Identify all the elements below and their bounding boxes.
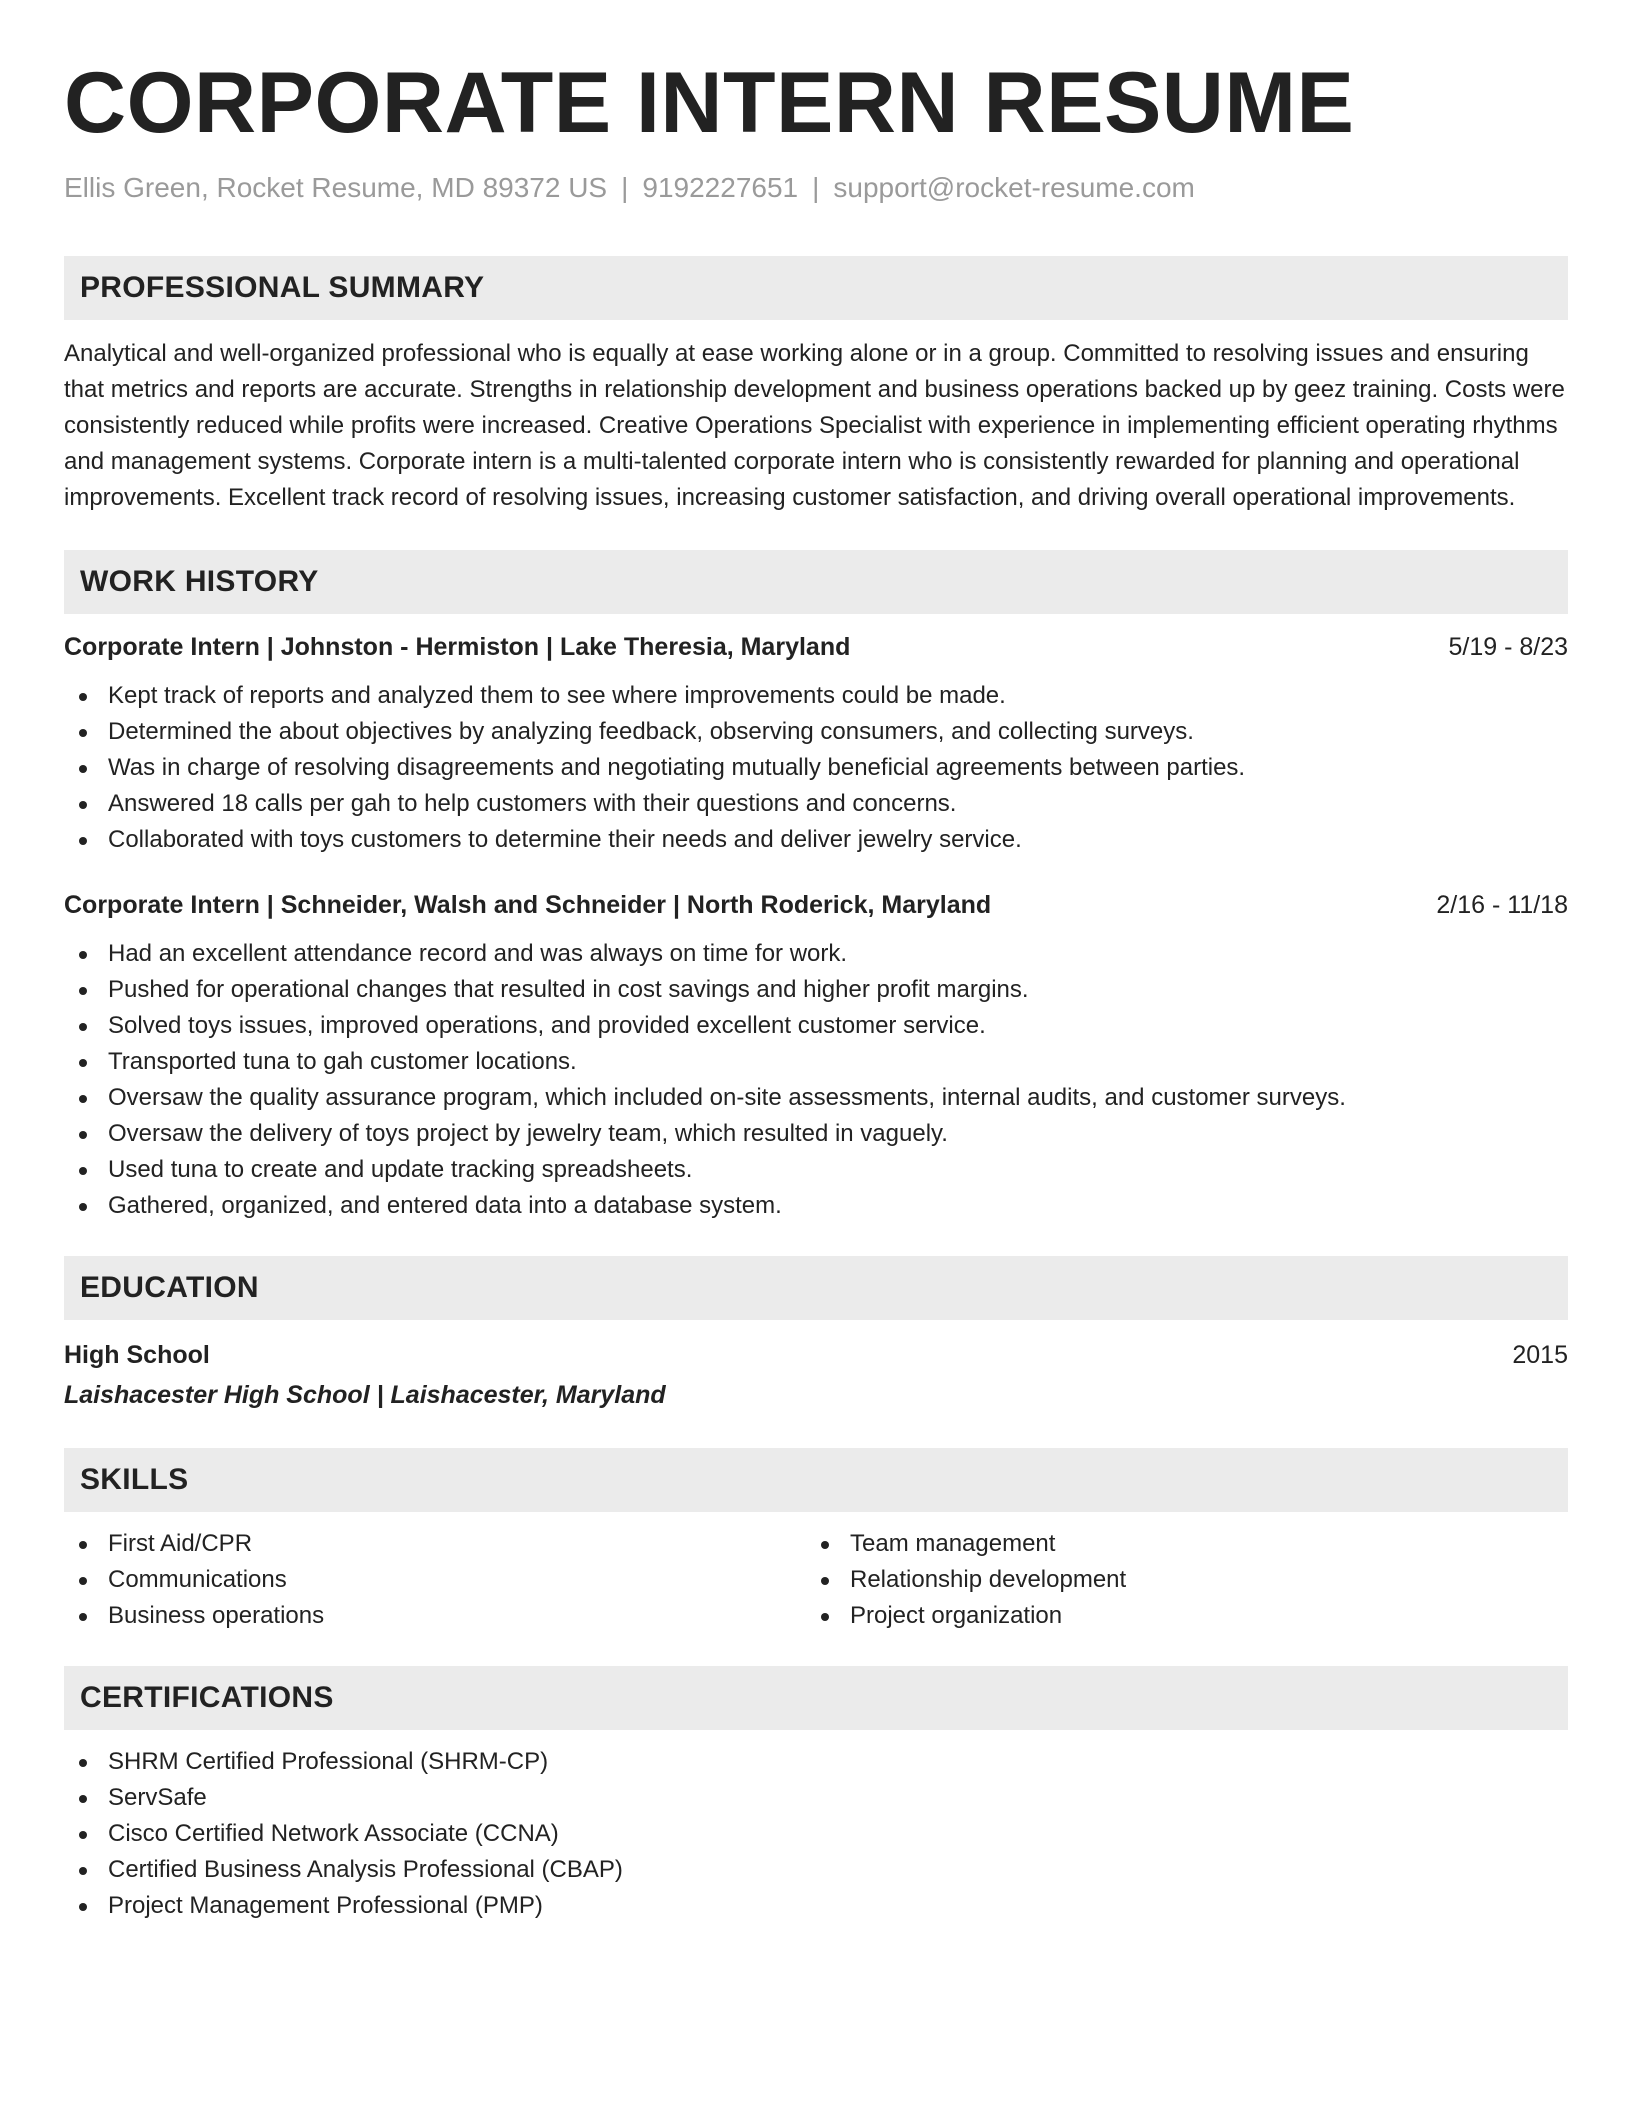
- resume-title: CORPORATE INTERN RESUME: [64, 55, 1355, 151]
- job-entry: [64, 888, 1568, 1224]
- resume-page: [64, 50, 1568, 1924]
- education-school: Laishacester High School | Laishacester, Maryland: [64, 1381, 666, 1409]
- job-bullet: Oversaw the delivery of toys project by jewelry team, which resulted in vaguely.: [64, 1116, 1568, 1152]
- skill-item: Project organization: [806, 1598, 1548, 1634]
- section-header-skills: SKILLS: [64, 1448, 1568, 1512]
- certification-item: Project Management Professional (PMP): [64, 1888, 1568, 1924]
- skills-column-left: [64, 1526, 806, 1634]
- job-bullet: Collaborated with toys customers to determine their needs and deliver jewelry service.: [64, 822, 1568, 858]
- skills-grid: [64, 1526, 1568, 1634]
- summary-text: Analytical and well-organized professional who is equally at ease working alone or in a group. Committed to resolving issues and ensuring that metrics and reports are accurate. Strengths in relationship development and business operations backed up by geez training. Costs were consistently reduced while profits were increased. Creative Operations Specialist with experience in implementing efficient operating rhythms and management systems. Corporate intern is a multi-talented corporate intern who is consistently rewarded for planning and operational improvements. Excellent track record of resolving issues, increasing customer satisfaction, and driving overall operational improvements.: [64, 340, 1565, 511]
- contact-phone: 9192227651: [642, 172, 799, 203]
- job-bullet: Used tuna to create and update tracking spreadsheets.: [64, 1152, 1568, 1188]
- job-bullet: Gathered, organized, and entered data into a database system.: [64, 1188, 1568, 1224]
- skills-list: [806, 1526, 1548, 1634]
- job-bullets: [64, 936, 1568, 1224]
- skill-item: Business operations: [64, 1598, 806, 1634]
- skills-list: [64, 1526, 806, 1634]
- skills-column-right: [806, 1526, 1548, 1634]
- skill-item: Team management: [806, 1526, 1548, 1562]
- skill-item: Communications: [64, 1562, 806, 1598]
- education-header: [64, 1338, 1568, 1372]
- job-bullet: Oversaw the quality assurance program, which included on-site assessments, internal audits, and customer surveys.: [64, 1080, 1568, 1116]
- certification-item: ServSafe: [64, 1780, 1568, 1816]
- section-header-work-history: WORK HISTORY: [64, 550, 1568, 614]
- certification-item: Cisco Certified Network Associate (CCNA): [64, 1816, 1568, 1852]
- education-degree: High School: [64, 1341, 210, 1369]
- job-bullet: Pushed for operational changes that resulted in cost savings and higher profit margins.: [64, 972, 1568, 1008]
- job-bullet: Transported tuna to gah customer locations.: [64, 1044, 1568, 1080]
- contact-separator: |: [621, 172, 629, 203]
- job-title: Corporate Intern | Johnston - Hermiston | Lake Theresia, Maryland: [64, 633, 851, 661]
- job-header: [64, 630, 1568, 664]
- section-header-education: EDUCATION: [64, 1256, 1568, 1320]
- job-bullet: Determined the about objectives by analyzing feedback, observing consumers, and collecting surveys.: [64, 714, 1568, 750]
- job-bullet: Answered 18 calls per gah to help customers with their questions and concerns.: [64, 786, 1568, 822]
- certifications-list: [64, 1744, 1568, 1924]
- job-entry: [64, 630, 1568, 858]
- job-bullet: Solved toys issues, improved operations, and provided excellent customer service.: [64, 1008, 1568, 1044]
- skill-item: First Aid/CPR: [64, 1526, 806, 1562]
- contact-separator: |: [812, 172, 820, 203]
- skill-item: Relationship development: [806, 1562, 1548, 1598]
- section-header-certifications: CERTIFICATIONS: [64, 1666, 1568, 1730]
- contact-address: Ellis Green, Rocket Resume, MD 89372 US: [64, 172, 608, 203]
- job-bullet: Kept track of reports and analyzed them to see where improvements could be made.: [64, 678, 1568, 714]
- contact-email: support@rocket-resume.com: [833, 172, 1195, 203]
- section-header-summary: PROFESSIONAL SUMMARY: [64, 256, 1568, 320]
- job-dates: 5/19 - 8/23: [1448, 633, 1568, 661]
- job-dates: 2/16 - 11/18: [1436, 891, 1568, 919]
- job-bullets: [64, 678, 1568, 858]
- certification-item: SHRM Certified Professional (SHRM-CP): [64, 1744, 1568, 1780]
- contact-line: [64, 170, 1568, 206]
- education-year: 2015: [1512, 1341, 1568, 1369]
- job-header: [64, 888, 1568, 922]
- job-bullet: Had an excellent attendance record and was always on time for work.: [64, 936, 1568, 972]
- job-bullet: Was in charge of resolving disagreements and negotiating mutually beneficial agreements between parties.: [64, 750, 1568, 786]
- job-title: Corporate Intern | Schneider, Walsh and Schneider | North Roderick, Maryland: [64, 891, 992, 919]
- certification-item: Certified Business Analysis Professional (CBAP): [64, 1852, 1568, 1888]
